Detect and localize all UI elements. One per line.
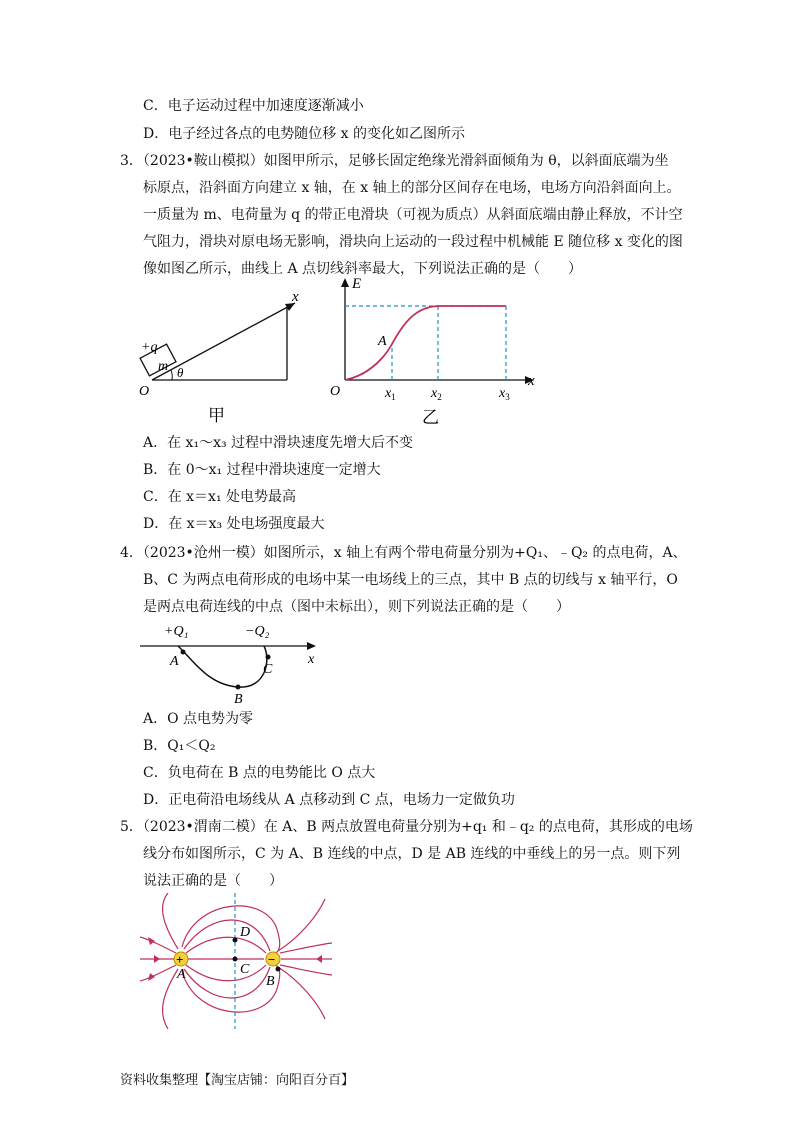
point-b-dot [236, 685, 241, 690]
q3-option-d: D．在 x＝x₃ 处电场强度最大 [143, 516, 325, 532]
q4-option-b: B．Q₁＜Q₂ [143, 738, 216, 754]
incline-slope [152, 303, 295, 380]
q3-stem-line-5: 像如图乙所示，曲线上 A 点切线斜率最大，下列说法正确的是（ ） [143, 261, 583, 277]
q3-option-b: B．在 0～x₁ 过程中滑块速度一定增大 [143, 462, 381, 478]
q4-option-c: C．负电荷在 B 点的电势能比 O 点大 [143, 765, 376, 781]
q4-figure [138, 615, 328, 705]
q3-option-c: C．在 x＝x₁ 处电势最高 [143, 489, 297, 505]
tick-x1-label: $x_1$ [385, 386, 396, 402]
point-a-dot [181, 650, 186, 655]
q4-stem-line-2: B、C 为两点电荷形成的电场中某一电场线上的三点，其中 B 点的切线与 x 轴平行，O [143, 572, 678, 588]
origin-label: O [139, 384, 150, 399]
point-a-label: A [378, 334, 387, 349]
q2-option-d: D．电子经过各点的电势随位移 x 的变化如乙图所示 [143, 126, 466, 142]
point-b-label: B [234, 692, 243, 705]
angle-arc [171, 370, 172, 380]
q4-stem-line-3: 是两点电荷连线的中点（图中未标出），则下列说法正确的是（ ） [143, 599, 570, 615]
tick-x2-label: $x_2$ [431, 386, 442, 402]
q3-stem-line-1: 3．（2023•鞍山模拟）如图甲所示，足够长固定绝缘光滑斜面倾角为 θ，以斜面底端为坐 [120, 153, 669, 169]
point-d-label: D [240, 925, 251, 940]
figure-caption-yi: 乙 [422, 408, 439, 427]
angle-label: θ [177, 365, 184, 380]
x-axis-arrow [307, 642, 316, 650]
q5-stem-line-1: 5．（2023•渭南二模）在 A、B 两点放置电荷量分别为+q₁ 和﹣q₂ 的点电荷，其形成的电场 [120, 819, 693, 835]
charge-q2-label: −Q₂ [245, 624, 270, 639]
point-a-label: A [177, 967, 186, 982]
field-line [178, 646, 267, 687]
q3-figure-yi [320, 272, 545, 432]
q3-stem-line-4: 气阻力，滑块对原电场无影响，滑块向上运动的一段过程中机械能 E 随位移 x 变化的图 [143, 234, 683, 250]
point-a-label: A [170, 654, 179, 669]
e-axis-arrow [341, 278, 349, 287]
footer-source: 资料收集整理【淘宝店铺：向阳百分百】 [120, 1073, 355, 1088]
x-axis-label: x [308, 652, 315, 667]
origin-label: O [330, 384, 341, 399]
point-d-dot [233, 938, 238, 943]
q5-stem-line-3: 说法正确的是（ ） [143, 873, 283, 889]
figure-caption-jia: 甲 [208, 406, 225, 425]
q4-stem-line-1: 4．（2023•沧州一模）如图所示，x 轴上有两个带电荷量分别为+Q₁、﹣Q₂ 的点电荷，A、 [120, 545, 687, 561]
q3-stem-line-2: 标原点，沿斜面方向建立 x 轴，在 x 轴上的部分区间存在电场，电场方向沿斜面向上。 [143, 180, 681, 196]
point-c-dot [233, 957, 238, 962]
charge-q1-label: +Q₁ [164, 624, 189, 639]
tick-x3-label: $x_3$ [499, 386, 510, 402]
x-axis-label: x [292, 289, 299, 305]
point-c-label: C [240, 962, 250, 977]
energy-curve [345, 306, 506, 380]
charge-label: +q [141, 340, 158, 355]
q5-figure [140, 893, 335, 1031]
q4-option-a: A．O 点电势为零 [143, 711, 254, 727]
charge-a-sign: + [176, 952, 184, 967]
q3-option-a: A．在 x₁～x₃ 过程中滑块速度先增大后不变 [143, 435, 414, 451]
mass-label: m [158, 359, 169, 374]
charge-b-sign: − [268, 952, 276, 967]
q4-option-d: D．正电荷沿电场线从 A 点移动到 C 点，电场力一定做负功 [143, 792, 515, 808]
point-c-dot [266, 655, 271, 660]
e-axis-label: E [352, 276, 362, 292]
q3-stem-line-3: 一质量为 m、电荷量为 q 的带正电滑块（可视为质点）从斜面底端由静止释放，不计空 [143, 207, 683, 223]
q5-stem-line-2: 线分布如图所示，C 为 A、B 连线的中点，D 是 AB 连线的中垂线上的另一点。则下列 [143, 846, 681, 862]
q2-option-c: C．电子运动过程中加速度逐渐减小 [143, 98, 364, 114]
point-c-label: C [263, 662, 273, 677]
point-b-dot [276, 967, 281, 972]
q3-figure-jia [135, 285, 310, 430]
x-axis-label: x [528, 373, 535, 389]
point-b-label: B [266, 974, 275, 989]
